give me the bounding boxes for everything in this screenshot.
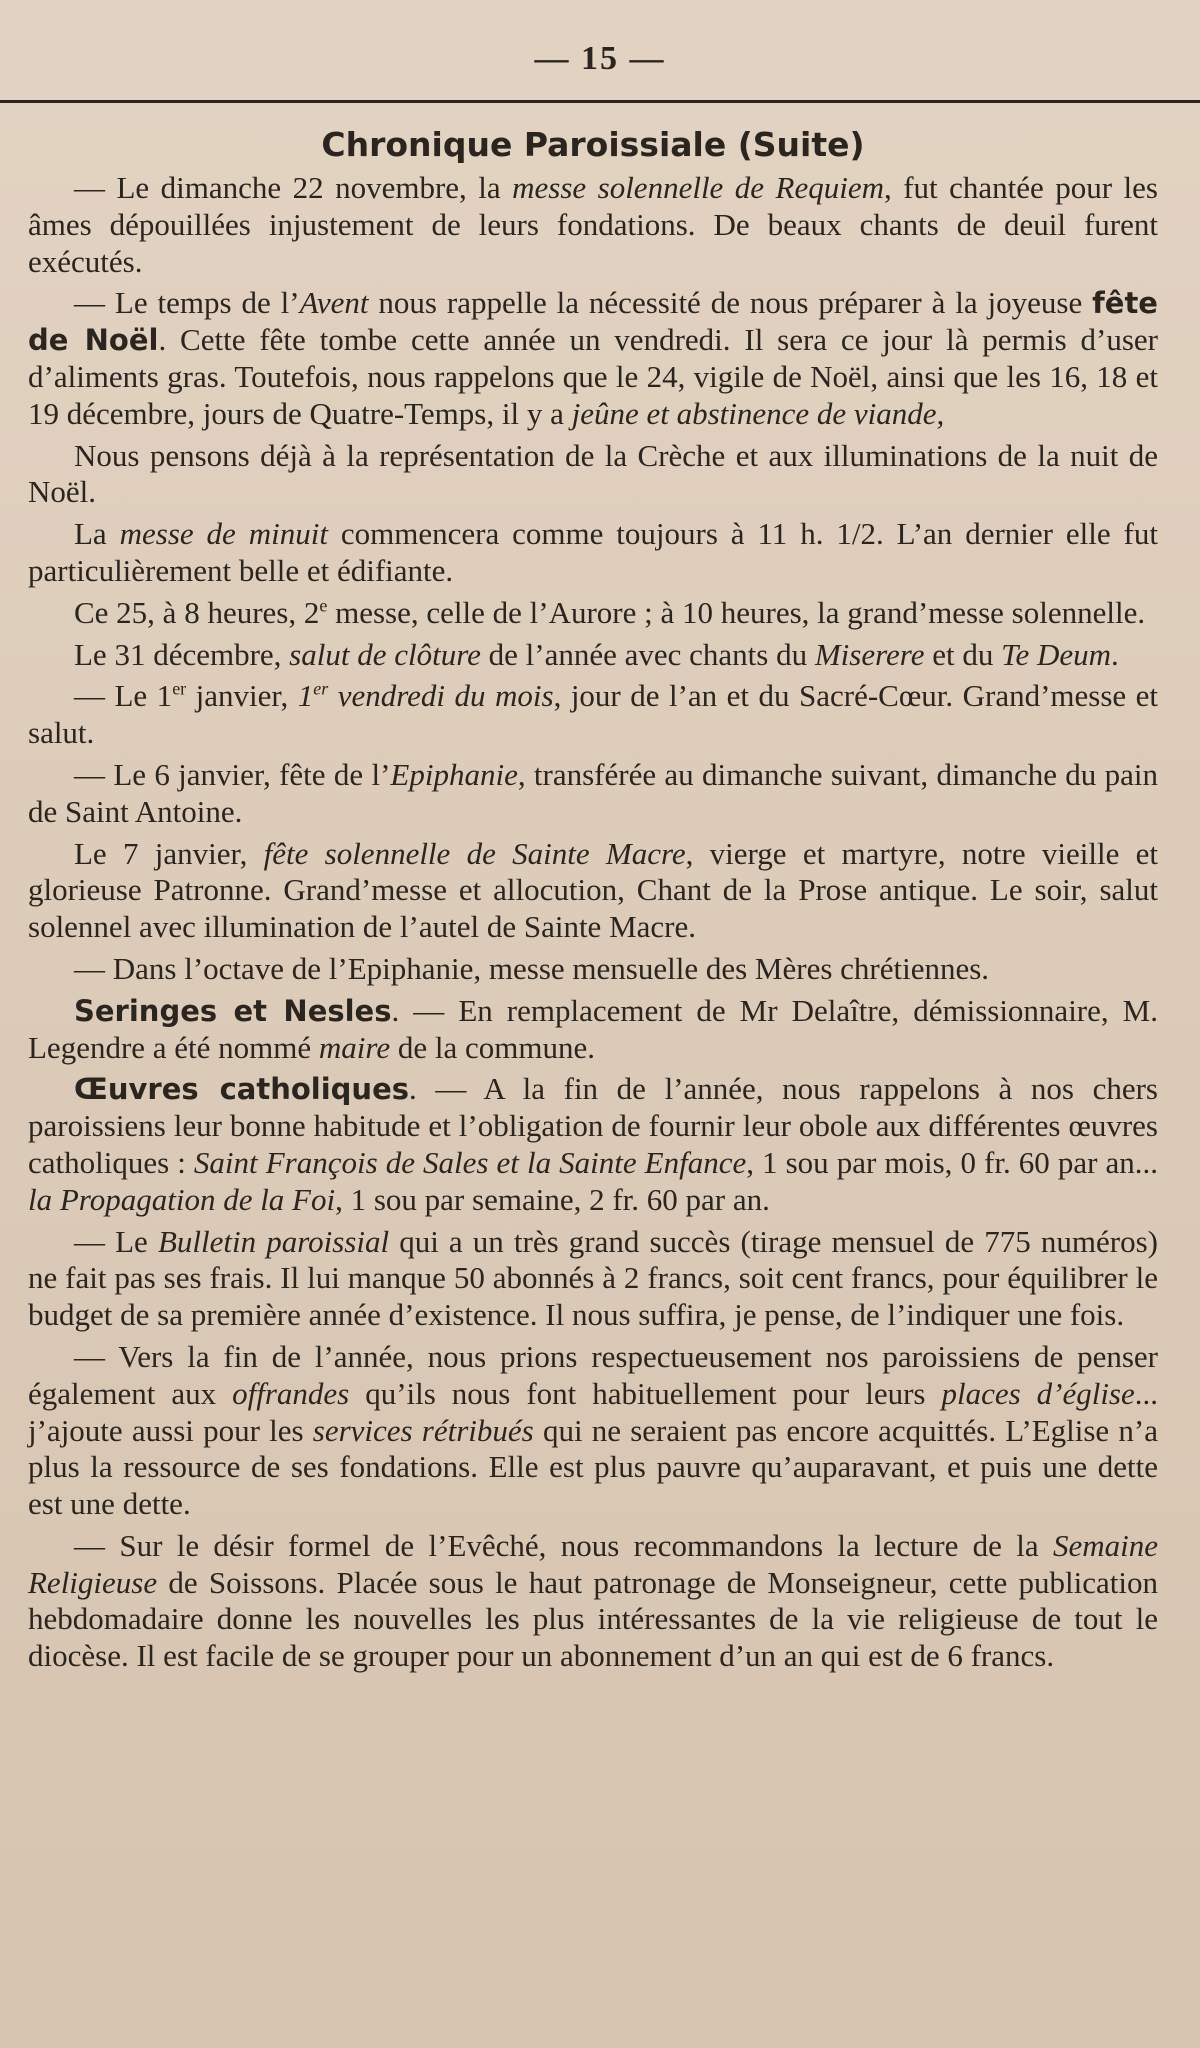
text: de Soissons. Placée sous le haut patronage de Monseigneur, cette publication hebdomadaire donne les nouvelles les plus intéressantes de la vie religieuse de tout le diocèse. Il est facile de se grouper pour un abonnement d’un an qui est de 6 francs. bbox=[28, 1564, 1158, 1674]
text: qu’ils nous font habituellement pour leurs bbox=[349, 1375, 942, 1411]
paragraph-offrandes bbox=[28, 1339, 1158, 1523]
italic-text: vendredi du mois bbox=[328, 678, 554, 714]
text: . Cette fête tombe cette année un vendredi. Il sera ce jour là permis d’user d’aliments gras. Toutefois, nous rappelons que le 24, vigile de Noël, ainsi que les 16, 18 et 19 décembre, jours de Quatre-Temps, il y a bbox=[28, 322, 1159, 431]
italic-text: offrandes bbox=[232, 1375, 350, 1411]
text: — Vers la fin de l’année, nous prions respectueusement nos paroissiens de penser également aux bbox=[28, 1338, 1158, 1411]
text: — Le temps de l’ bbox=[74, 285, 300, 321]
text: Le 31 décembre, bbox=[74, 636, 290, 672]
italic-text: Te Deum bbox=[1001, 636, 1112, 672]
italic-text: Bulletin paroissial bbox=[157, 1223, 390, 1259]
italic-text: jeûne et abstinence de viande, bbox=[571, 395, 945, 431]
paragraph-oeuvres bbox=[28, 1071, 1158, 1218]
text: . — A la fin de l’année, nous rappelons à nos chers paroissiens leur bonne habitude et l’obligation de fournir leur obole aux différentes œuvres catholiques : bbox=[28, 1071, 1158, 1180]
paragraph-epiphanie bbox=[28, 757, 1158, 831]
paragraph-requiem bbox=[28, 170, 1158, 280]
italic-text: Semaine Religieuse bbox=[28, 1527, 1158, 1600]
text: , vierge et martyre, notre vieille et glorieuse Patronne. Grand’messe et allocution, Chant de la Prose antique. Le soir, salut solennel avec illumination de l’autel de Sainte Macre. bbox=[28, 835, 1158, 945]
paragraph-semaine-religieuse bbox=[28, 1528, 1158, 1675]
paragraph-bulletin bbox=[28, 1224, 1158, 1334]
text: — Le dimanche 22 novembre, la bbox=[74, 170, 513, 205]
bold-text: fête de Noël bbox=[28, 286, 1158, 358]
header-rule bbox=[0, 100, 1200, 103]
text: janvier, bbox=[186, 678, 298, 714]
italic-text: la Propagation de la Foi bbox=[28, 1181, 336, 1217]
text: , 1 sou par mois, 0 fr. 60 par an... bbox=[746, 1144, 1159, 1180]
text: — Le bbox=[74, 1223, 158, 1259]
paragraph-sainte-macre bbox=[28, 836, 1158, 946]
text: Ce 25, à 8 heures, 2 bbox=[74, 594, 320, 630]
text: La bbox=[74, 516, 120, 552]
text: qui ne seraient pas encore acquittés. L’Eglise n’a plus la ressource de ses fondations. Elle est plus pauvre qu’auparavant, et puis une dette est une dette. bbox=[28, 1412, 1158, 1522]
text: . bbox=[1111, 636, 1119, 672]
italic-text: places d’église bbox=[941, 1375, 1135, 1411]
text: de la commune. bbox=[390, 1029, 595, 1065]
superscript: e bbox=[319, 595, 328, 616]
text: et du bbox=[924, 636, 1002, 672]
paragraph-cloture bbox=[28, 637, 1158, 674]
superscript: er bbox=[172, 679, 187, 700]
text: , fut chantée pour les âmes dépouillées injustement de leurs fondations. De beaux chants de deuil furent exécutés. bbox=[28, 170, 1158, 279]
text: Le 7 janvier, bbox=[74, 835, 264, 871]
text: , 1 sou par semaine, 2 fr. 60 par an. bbox=[335, 1181, 770, 1217]
paragraph-seringes bbox=[28, 993, 1158, 1067]
italic-text: services rétribués bbox=[312, 1412, 534, 1448]
article bbox=[28, 122, 1158, 1680]
superscript: er bbox=[313, 679, 329, 700]
paragraph-aurore bbox=[28, 595, 1158, 632]
paragraph-avent bbox=[28, 285, 1158, 432]
text: ... j’ajoute aussi pour les bbox=[28, 1375, 1159, 1448]
paragraph-minuit bbox=[28, 516, 1158, 590]
italic-text: Avent bbox=[299, 285, 369, 321]
article-title: Chronique Paroissiale (Suite) bbox=[321, 125, 865, 164]
italic-text: Saint François de Sales et la Sainte Enfance bbox=[193, 1144, 747, 1180]
italic-text: fête solennelle de Sainte Macre bbox=[263, 835, 686, 871]
text: commencera comme toujours à 11 h. 1/2. L’an dernier elle fut particulièrement belle et édifiante. bbox=[28, 516, 1158, 588]
text: — Le 1 bbox=[74, 678, 173, 714]
italic-text: Miserere bbox=[814, 636, 925, 672]
section-heading: Seringes et Nesles bbox=[74, 993, 392, 1028]
text: qui a un très grand succès (tirage mensuel de 775 numéros) ne fait pas ses frais. Il lui manque 50 abonnés à 2 francs, soit cent francs, pour équilibrer le budget de sa première année d’existence. Il nous suffira, je pense, de l’indiquer une fois. bbox=[28, 1223, 1158, 1333]
paragraph-meres-chretiennes: — Dans l’octave de l’Epiphanie, messe mensuelle des Mères chrétiennes. bbox=[74, 950, 990, 986]
italic-text: maire bbox=[318, 1029, 391, 1065]
italic-text: Epiphanie bbox=[390, 756, 518, 792]
text: — Sur le désir formel de l’Evêché, nous recommandons la lecture de la bbox=[74, 1527, 1053, 1563]
text: nous rappelle la nécessité de nous préparer à la joyeuse bbox=[368, 285, 1093, 321]
text: — Le 6 janvier, fête de l’ bbox=[74, 756, 391, 792]
italic-text: messe de minuit bbox=[119, 516, 328, 552]
paragraph-creche: Nous pensons déjà à la représentation de la Crèche et aux illuminations de la nuit de Noël. bbox=[28, 437, 1158, 510]
text: , jour de l’an et du Sacré-Cœur. Grand’messe et salut. bbox=[28, 678, 1159, 751]
text: . — En remplacement de Mr Delaître, démissionnaire, M. Legendre a été nommé bbox=[28, 992, 1158, 1065]
italic-text: salut de clôture bbox=[289, 636, 481, 672]
text: , transférée au dimanche suivant, dimanche du pain de Saint Antoine. bbox=[28, 756, 1159, 829]
page-number: — 15 — bbox=[534, 40, 666, 77]
text: messe, celle de l’Aurore ; à 10 heures, la grand’messe solennelle. bbox=[327, 594, 1146, 630]
italic-text: messe solennelle de Requiem bbox=[512, 170, 884, 205]
paragraph-janvier-1 bbox=[28, 678, 1158, 752]
text: de l’année avec chants du bbox=[480, 636, 815, 672]
section-heading: Œuvres catholiques bbox=[74, 1072, 410, 1107]
italic-text: 1 bbox=[297, 678, 314, 714]
